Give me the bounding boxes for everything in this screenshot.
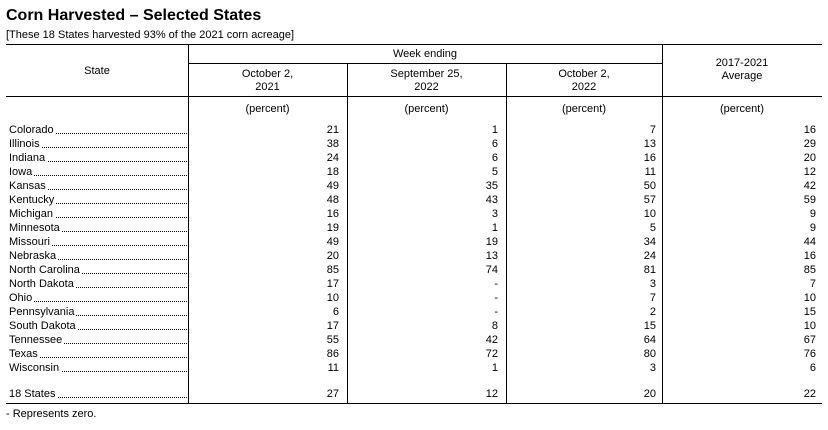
state-name-cell: Iowa bbox=[9, 165, 189, 179]
value-cell: 15 bbox=[803, 306, 816, 318]
value-cell: 6 bbox=[809, 362, 816, 374]
value-cell: 13 bbox=[485, 250, 498, 262]
value-cell: 42 bbox=[485, 334, 498, 346]
value-cell: 59 bbox=[803, 194, 816, 206]
value-cell: 72 bbox=[485, 348, 498, 360]
column-header-sep-2022: September 25, 2022 bbox=[390, 68, 463, 93]
state-name-cell: Kansas bbox=[9, 179, 189, 193]
value-cell: 10 bbox=[643, 208, 656, 220]
value-cell: 29 bbox=[803, 138, 816, 150]
value-cell: 20 bbox=[326, 250, 339, 262]
table-row bbox=[6, 137, 822, 151]
value-cell: 20 bbox=[643, 388, 656, 400]
total-row bbox=[6, 387, 822, 401]
table-row bbox=[6, 235, 822, 249]
table-row bbox=[6, 305, 822, 319]
value-cell: 16 bbox=[803, 250, 816, 262]
value-cell: 2 bbox=[649, 306, 656, 318]
value-cell: 7 bbox=[809, 278, 816, 290]
state-name-cell: North Carolina bbox=[9, 263, 189, 277]
table-subtitle: [These 18 States harvested 93% of the 2021 corn acreage] bbox=[6, 29, 295, 41]
value-cell: 12 bbox=[803, 166, 816, 178]
value-cell: 85 bbox=[803, 264, 816, 276]
value-cell: 17 bbox=[326, 320, 339, 332]
footnote: - Represents zero. bbox=[6, 408, 97, 420]
units-label: (percent) bbox=[719, 103, 765, 115]
column-header-oct-2022: October 2, 2022 bbox=[558, 68, 610, 93]
units-label: (percent) bbox=[245, 103, 290, 115]
value-cell: 55 bbox=[326, 334, 339, 346]
value-cell: 19 bbox=[485, 236, 498, 248]
state-column-header: State bbox=[84, 65, 110, 77]
value-cell: 16 bbox=[643, 152, 656, 164]
state-name-cell: Wisconsin bbox=[9, 361, 189, 375]
table-row bbox=[6, 361, 822, 375]
table-row bbox=[6, 123, 822, 137]
state-name-cell: Illinois bbox=[9, 137, 189, 151]
value-cell: 81 bbox=[643, 264, 656, 276]
units-label: (percent) bbox=[561, 103, 607, 115]
table-row bbox=[6, 151, 822, 165]
state-name-cell: South Dakota bbox=[9, 319, 189, 333]
state-name-cell: Indiana bbox=[9, 151, 189, 165]
table-row bbox=[6, 319, 822, 333]
state-name-cell: Texas bbox=[9, 347, 189, 361]
value-cell: 57 bbox=[643, 194, 656, 206]
table-row bbox=[6, 347, 822, 361]
value-cell: 11 bbox=[327, 362, 339, 374]
value-cell: 43 bbox=[485, 194, 498, 206]
value-cell: 80 bbox=[643, 348, 656, 360]
state-name-cell: Michigan bbox=[9, 207, 189, 221]
value-cell: 3 bbox=[491, 208, 498, 220]
value-cell: 13 bbox=[643, 138, 656, 150]
value-cell: 12 bbox=[485, 388, 498, 400]
table-row bbox=[6, 207, 822, 221]
state-name-cell: Missouri bbox=[9, 235, 189, 249]
value-cell: - bbox=[494, 292, 498, 304]
table-row bbox=[6, 249, 822, 263]
value-cell: 5 bbox=[491, 166, 498, 178]
table-row bbox=[6, 221, 822, 235]
state-name-cell: Kentucky bbox=[9, 193, 189, 207]
top-rule bbox=[6, 44, 822, 45]
value-cell: 16 bbox=[326, 208, 339, 220]
value-cell: 7 bbox=[649, 292, 656, 304]
state-name-cell: Ohio bbox=[9, 291, 189, 305]
value-cell: 20 bbox=[803, 152, 816, 164]
table-row bbox=[6, 333, 822, 347]
value-cell: 48 bbox=[326, 194, 339, 206]
value-cell: - bbox=[494, 278, 498, 290]
value-cell: 8 bbox=[491, 320, 498, 332]
value-cell: 10 bbox=[803, 292, 816, 304]
week-ending-header: Week ending bbox=[392, 48, 457, 60]
value-cell: 86 bbox=[326, 348, 339, 360]
value-cell: 10 bbox=[803, 320, 816, 332]
value-cell: 35 bbox=[485, 180, 498, 192]
value-cell: 49 bbox=[326, 236, 339, 248]
value-cell: 49 bbox=[326, 180, 339, 192]
value-cell: 3 bbox=[649, 362, 656, 374]
value-cell: 17 bbox=[326, 278, 339, 290]
value-cell: 19 bbox=[326, 222, 339, 234]
value-cell: 27 bbox=[326, 388, 339, 400]
value-cell: 16 bbox=[803, 124, 816, 136]
state-name-cell: Colorado bbox=[9, 123, 189, 137]
value-cell: 1 bbox=[491, 124, 498, 136]
value-cell: 67 bbox=[803, 334, 816, 346]
value-cell: 34 bbox=[643, 236, 656, 248]
state-name-cell: Minnesota bbox=[9, 221, 189, 235]
units-label: (percent) bbox=[404, 103, 449, 115]
value-cell: 74 bbox=[485, 264, 498, 276]
state-name-cell: Tennessee bbox=[9, 333, 189, 347]
state-name-cell: North Dakota bbox=[9, 277, 189, 291]
state-name-cell: Nebraska bbox=[9, 249, 189, 263]
value-cell: 9 bbox=[809, 222, 816, 234]
state-name-cell: Pennsylvania bbox=[9, 305, 189, 319]
value-cell: 6 bbox=[332, 306, 339, 318]
value-cell: 10 bbox=[326, 292, 339, 304]
header-bottom-rule bbox=[6, 96, 822, 97]
value-cell: 15 bbox=[643, 320, 656, 332]
table-row bbox=[6, 193, 822, 207]
value-cell: 38 bbox=[326, 138, 339, 150]
value-cell: 22 bbox=[803, 388, 816, 400]
value-cell: 9 bbox=[809, 208, 816, 220]
value-cell: 1 bbox=[491, 362, 498, 374]
value-cell: 44 bbox=[803, 236, 816, 248]
value-cell: 50 bbox=[643, 180, 656, 192]
table-row bbox=[6, 165, 822, 179]
table-row bbox=[6, 179, 822, 193]
value-cell: 18 bbox=[326, 166, 339, 178]
value-cell: 76 bbox=[803, 348, 816, 360]
value-cell: 7 bbox=[649, 124, 656, 136]
value-cell: 3 bbox=[649, 278, 656, 290]
value-cell: 42 bbox=[803, 180, 816, 192]
value-cell: 5 bbox=[649, 222, 656, 234]
value-cell: 24 bbox=[326, 152, 339, 164]
bottom-rule bbox=[6, 403, 822, 404]
column-header-average: 2017-2021 Average bbox=[715, 57, 769, 82]
value-cell: 64 bbox=[643, 334, 656, 346]
value-cell: 1 bbox=[491, 222, 498, 234]
value-cell: 11 bbox=[644, 166, 656, 178]
value-cell: 21 bbox=[326, 124, 339, 136]
state-name-cell: 18 States bbox=[9, 387, 189, 401]
column-header-oct-2021: October 2, 2021 bbox=[241, 68, 294, 93]
value-cell: - bbox=[494, 306, 498, 318]
value-cell: 24 bbox=[643, 250, 656, 262]
table-row bbox=[6, 277, 822, 291]
table-row bbox=[6, 291, 822, 305]
table-title: Corn Harvested – Selected States bbox=[6, 7, 262, 24]
value-cell: 6 bbox=[491, 138, 498, 150]
week-ending-rule bbox=[188, 63, 662, 64]
table-row bbox=[6, 263, 822, 277]
value-cell: 85 bbox=[326, 264, 339, 276]
value-cell: 6 bbox=[491, 152, 498, 164]
